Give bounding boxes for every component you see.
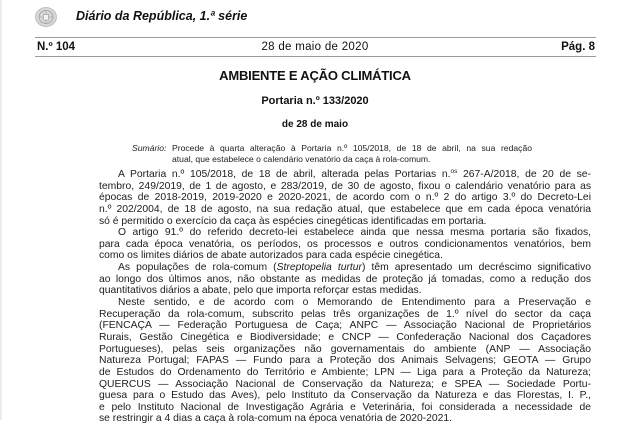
body-line: Neste sentido, e de acordo com o Memorando de Entendimento para a Preservação e xyxy=(118,297,591,309)
body-text: As populações de rola-comum ( xyxy=(118,262,277,274)
viewer-left-edge xyxy=(0,0,2,420)
summary-text-1: Procede à quarta alteração à Portaria n.º 105/2018, de 18 de abril, na sua redação xyxy=(172,143,533,153)
summary-label: Sumário: xyxy=(132,143,167,153)
header-rule-top xyxy=(35,37,596,38)
body-line xyxy=(99,169,591,181)
body-line: Natureza Portugal; FAPAS — Fundo para a Proteção dos Animais Selvagens; GEOTA — Grupo xyxy=(99,355,591,367)
page-number: Pág. 8 xyxy=(561,41,595,53)
act-date: de 28 de maio xyxy=(281,119,349,130)
body-line: Portugueses), pelas seis organizações não governamentais do ambiente (ANP — Associação xyxy=(99,343,591,355)
body-line: de Estudos do Ordenamento do Território e Ambiente; LPN — Liga para a Proteção da Natureza; xyxy=(99,366,591,378)
body-line: como os limites diários de abate autorizados para cada espécie cinegética. xyxy=(99,250,443,262)
body-text: A Portaria n.º 105/2018, de 18 de abril, alterada pelas Portarias n. xyxy=(118,169,451,180)
act-summary xyxy=(132,143,532,164)
body-line: Recuperação da rola-comum, subscrito pelas três organizações de 1.º nível do sector da caça xyxy=(99,308,591,320)
body-line: (FENCAÇA — Federação Portuguesa de Caça; ANPC — Associação Nacional de Proprietários xyxy=(99,320,591,332)
body-line: ao longo dos últimos anos, não obstante as medidas de proteção já tomadas, como a redução dos xyxy=(99,273,591,285)
body-line: se restringir a 4 dias a caça à rola-comum na época venatória de 2020-2021. xyxy=(99,413,453,425)
body-line: guesa para o Estudo das Aves), pelo Instituto da Conservação da Natureza e das Florestas, I. P., xyxy=(99,390,591,402)
republic-coat-of-arms-icon xyxy=(35,7,57,27)
body-line: e pelo Instituto Nacional de Investigação Agrária e Veterinária, foi considerada a necessidade de xyxy=(99,401,591,413)
body-line xyxy=(99,262,591,274)
body-line: só é permitido o exercício da caça às espécies cinegéticas identificadas em portaria. xyxy=(99,215,487,227)
species-name: Streptopelia turtur xyxy=(276,262,362,274)
act-title: Portaria n.º 133/2020 xyxy=(261,95,369,107)
body-text: ) têm apresentado um decréscimo significativo xyxy=(361,262,591,274)
act-body xyxy=(99,169,591,425)
body-line: O artigo 91.º do referido decreto-lei estabelece ainda que nessa mesma portaria são fixados, xyxy=(118,227,591,239)
body-text: 267-A/2018, de 20 de se- xyxy=(457,169,591,180)
body-line: QUERCUS — Associação Nacional de Conservação da Natureza; e SPEA — Sociedade Portu- xyxy=(99,378,591,390)
next-line-cutoff xyxy=(99,414,591,420)
body-superscript: os xyxy=(450,169,458,175)
journal-title: Diário da República, 1.ª série xyxy=(76,9,248,23)
body-line: épocas de 2018-2019, 2019-2020 e 2020-2021, de acordo com o n.º 2 do artigo 3.º do Decreto-Lei xyxy=(99,192,591,204)
body-line: quantitativos diários a abate, pelo que importa reforçar estas medidas. xyxy=(99,285,422,297)
body-line: n.º 202/2004, de 18 de agosto, na sua redação atual, que estabelece que em cada época venatória xyxy=(99,203,591,215)
body-line: para cada época venatória, os períodos, os processos e outros condicionamentos venatórios, bem xyxy=(99,238,591,250)
summary-line-1 xyxy=(132,143,532,154)
header-rule-bottom xyxy=(35,56,596,57)
issue-date: 28 de maio de 2020 xyxy=(261,41,369,53)
issue-number: N.º 104 xyxy=(37,41,76,53)
summary-line-2: atual, que estabelece o calendário venatório da caça à rola-comum. xyxy=(172,153,431,164)
body-line: tembro, 249/2019, de 1 de agosto, e 283/2019, de 30 de agosto, fixou o calendário venatório para as xyxy=(99,180,591,192)
section-heading: AMBIENTE E AÇÃO CLIMÁTICA xyxy=(219,68,411,83)
body-line: Rurais, Gestão Cinegética e Biodiversidade; e CNCP — Confederação Nacional dos Caçadores xyxy=(99,331,591,343)
